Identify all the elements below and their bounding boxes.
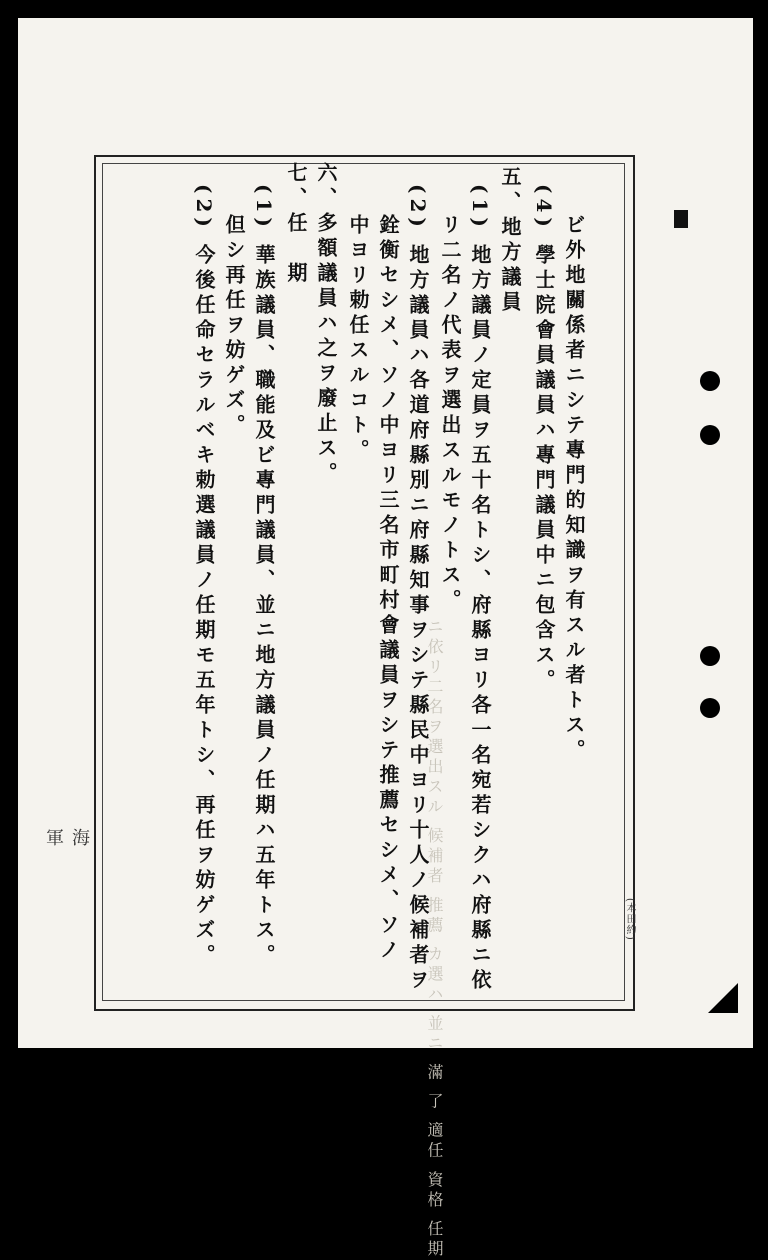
margin-text: 海 軍 xyxy=(43,828,90,974)
punch-hole xyxy=(700,371,720,391)
punch-hole xyxy=(700,698,720,718)
punch-hole xyxy=(700,646,720,666)
text-column: 七、任 期 xyxy=(284,162,308,287)
document-body xyxy=(96,150,596,994)
text-column: (4) 學士院會員議員ハ專門議員中ニ包含ス。 xyxy=(532,184,556,694)
text-column: 但シ再任ヲ妨ゲズ。 xyxy=(222,214,246,439)
punch-hole xyxy=(700,425,720,445)
bleed-through-text: ニ依リ二名ヲ選出スル 候補者 推薦 カ選ハ 並ニ 滿 了 適任 資格 任期 xyxy=(425,618,444,1260)
text-column: 中ヨリ勅任スルコト。 xyxy=(346,214,370,464)
text-column: 銓衡セシメ、ソノ中ヨリ三名市町村會議員ヲシテ推薦セシメ、ソノ xyxy=(376,214,400,964)
text-column: 六、多額議員ハ之ヲ廢止ス。 xyxy=(314,162,338,487)
torn-corner xyxy=(708,983,738,1013)
text-column: ビ外地關係者ニシテ專門的知識ヲ有スル者トス。 xyxy=(562,214,586,764)
text-column: 五、地方議員 xyxy=(498,166,522,316)
text-column: (2) 今後任命セラルベキ勅選議員ノ任期モ五年トシ、再任ヲ妨ゲズ。 xyxy=(192,184,216,969)
text-column: リ二名ノ代表ヲ選出スルモノトス。 xyxy=(438,214,462,614)
text-column: (1) 華族議員、職能及ビ專門議員、並ニ地方議員ノ任期ハ五年トス。 xyxy=(252,184,276,969)
stamp-text: (本田約) xyxy=(624,898,635,941)
text-column: (2) 地方議員ハ各道府縣別ニ府縣知事ヲシテ縣民中ヨリ十人ノ候補者ヲ xyxy=(406,184,430,994)
text-column: (1) 地方議員ノ定員ヲ五十名トシ、府縣ヨリ各一名宛若シクハ府縣ニ依 xyxy=(468,184,492,994)
ink-mark xyxy=(674,210,688,228)
